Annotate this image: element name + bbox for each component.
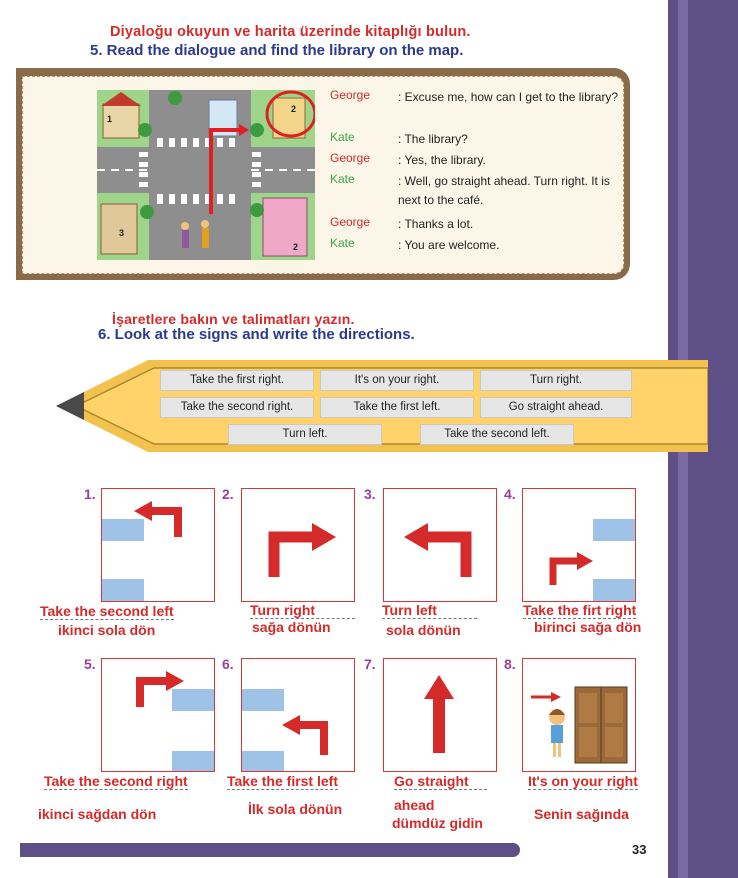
sign-box-7 (383, 658, 497, 772)
sign-box-5 (101, 658, 215, 772)
item-number: 2. (222, 486, 234, 502)
speaker-george: George (330, 151, 371, 165)
dialogue-line-4 (330, 172, 620, 212)
answer-en-2: Turn right (250, 602, 355, 619)
answer-tr-6: İlk sola dönün (248, 801, 343, 817)
map-label-1: 1 (107, 114, 113, 124)
person-george-head (181, 222, 189, 230)
turn-left-arrow-icon (384, 489, 496, 601)
phrase-chip-7: Turn left. (228, 424, 382, 445)
sign-box-8 (522, 658, 636, 772)
building-bottom-right (263, 198, 307, 256)
answer-tr-1: ikinci sola dön (58, 622, 156, 638)
straight-ahead-arrow-icon (384, 659, 496, 771)
phrase-chip-5: Take the first left. (320, 397, 474, 418)
answer-tr-7: dümdüz gidin (392, 815, 483, 831)
bottom-bar (20, 843, 520, 857)
item-number: 3. (364, 486, 376, 502)
turn-right-arrow-icon (242, 489, 354, 601)
sign-box-4 (522, 488, 636, 602)
item-number: 4. (504, 486, 516, 502)
phrase-chip-1: Take the first right. (160, 370, 314, 391)
street-map-illustration (97, 90, 315, 260)
answer-tr-5: ikinci sağdan dön (38, 806, 157, 822)
answer-en-5: Take the second right (44, 773, 188, 789)
turn-right-arrow-icon (523, 489, 635, 601)
dialogue-line-1 (330, 88, 620, 128)
exercise6-title-tr: İşaretlere bakın ve talimatları yazın. (112, 311, 355, 327)
answer-en-7-cont: ahead (394, 797, 435, 813)
dialogue-text: : Yes, the library. (398, 153, 486, 167)
item-number: 1. (84, 486, 96, 502)
dialogue-line-3 (330, 151, 620, 171)
exercise5-title-tr: Diyaloğu okuyun ve harita üzerinde kitaplığı bulun. (110, 24, 471, 40)
sign-box-3 (383, 488, 497, 602)
dialogue-text: : Excuse me, how can I get to the library? (398, 90, 619, 104)
item-number: 6. (222, 656, 234, 672)
speaker-george: George (330, 215, 371, 229)
turn-left-arrow-icon (102, 489, 214, 601)
phrase-chip-2: It's on your right. (320, 370, 474, 391)
item-number: 7. (364, 656, 376, 672)
exercise6-title-en: 6. Look at the signs and write the directions. (98, 326, 415, 343)
speaker-kate: Kate (330, 130, 355, 144)
answer-en-6: Take the first left (227, 773, 338, 789)
item-number: 5. (84, 656, 96, 672)
answer-en-1: Take the second left (40, 603, 174, 619)
dialogue-line-6 (330, 236, 620, 256)
dialogue-line-5 (330, 215, 620, 235)
dialogue-line-2 (330, 130, 620, 150)
person-george-body (182, 230, 189, 248)
dialogue-text: : Well, go straight ahead. Turn right. It is next to the café. (398, 174, 610, 207)
girl-and-wardrobe-illustration (523, 659, 635, 771)
speaker-george: George (330, 88, 371, 102)
map-label-corner: 2 (293, 242, 299, 252)
dialogue-text: : You are welcome. (398, 238, 500, 252)
speaker-kate: Kate (330, 172, 355, 186)
map-label-3: 3 (119, 228, 125, 238)
answer-en-8: It's on your right (528, 773, 638, 789)
sign-box-6 (241, 658, 355, 772)
map-label-2: 2 (291, 104, 297, 114)
page-number: 33 (632, 842, 647, 857)
answer-en-3: Turn left (382, 602, 477, 619)
phrase-chip-4: Take the second right. (160, 397, 314, 418)
person-kate-head (201, 220, 209, 228)
exercise5-title-en: 5. Read the dialogue and find the library on the map. (90, 42, 464, 59)
sign-box-1 (101, 488, 215, 602)
phrase-chip-3: Turn right. (480, 370, 632, 391)
sign-box-2 (241, 488, 355, 602)
item-number: 8. (504, 656, 516, 672)
answer-en-4: Take the firt right (523, 602, 637, 618)
answer-tr-2: sağa dönün (252, 619, 331, 635)
dialogue-text: : The library? (398, 132, 468, 146)
person-kate-body (202, 228, 209, 248)
phrase-chip-6: Go straight ahead. (480, 397, 632, 418)
answer-tr-3: sola dönün (386, 622, 461, 638)
answer-en-7: Go straight (394, 773, 487, 790)
turn-left-arrow-icon (242, 659, 354, 771)
answer-tr-4: birinci sağa dön (534, 619, 642, 635)
speaker-kate: Kate (330, 236, 355, 250)
turn-right-arrow-icon (102, 659, 214, 771)
answer-tr-8: Senin sağında (534, 806, 629, 822)
dialogue-text: : Thanks a lot. (398, 217, 474, 231)
phrase-chip-8: Take the second left. (420, 424, 574, 445)
